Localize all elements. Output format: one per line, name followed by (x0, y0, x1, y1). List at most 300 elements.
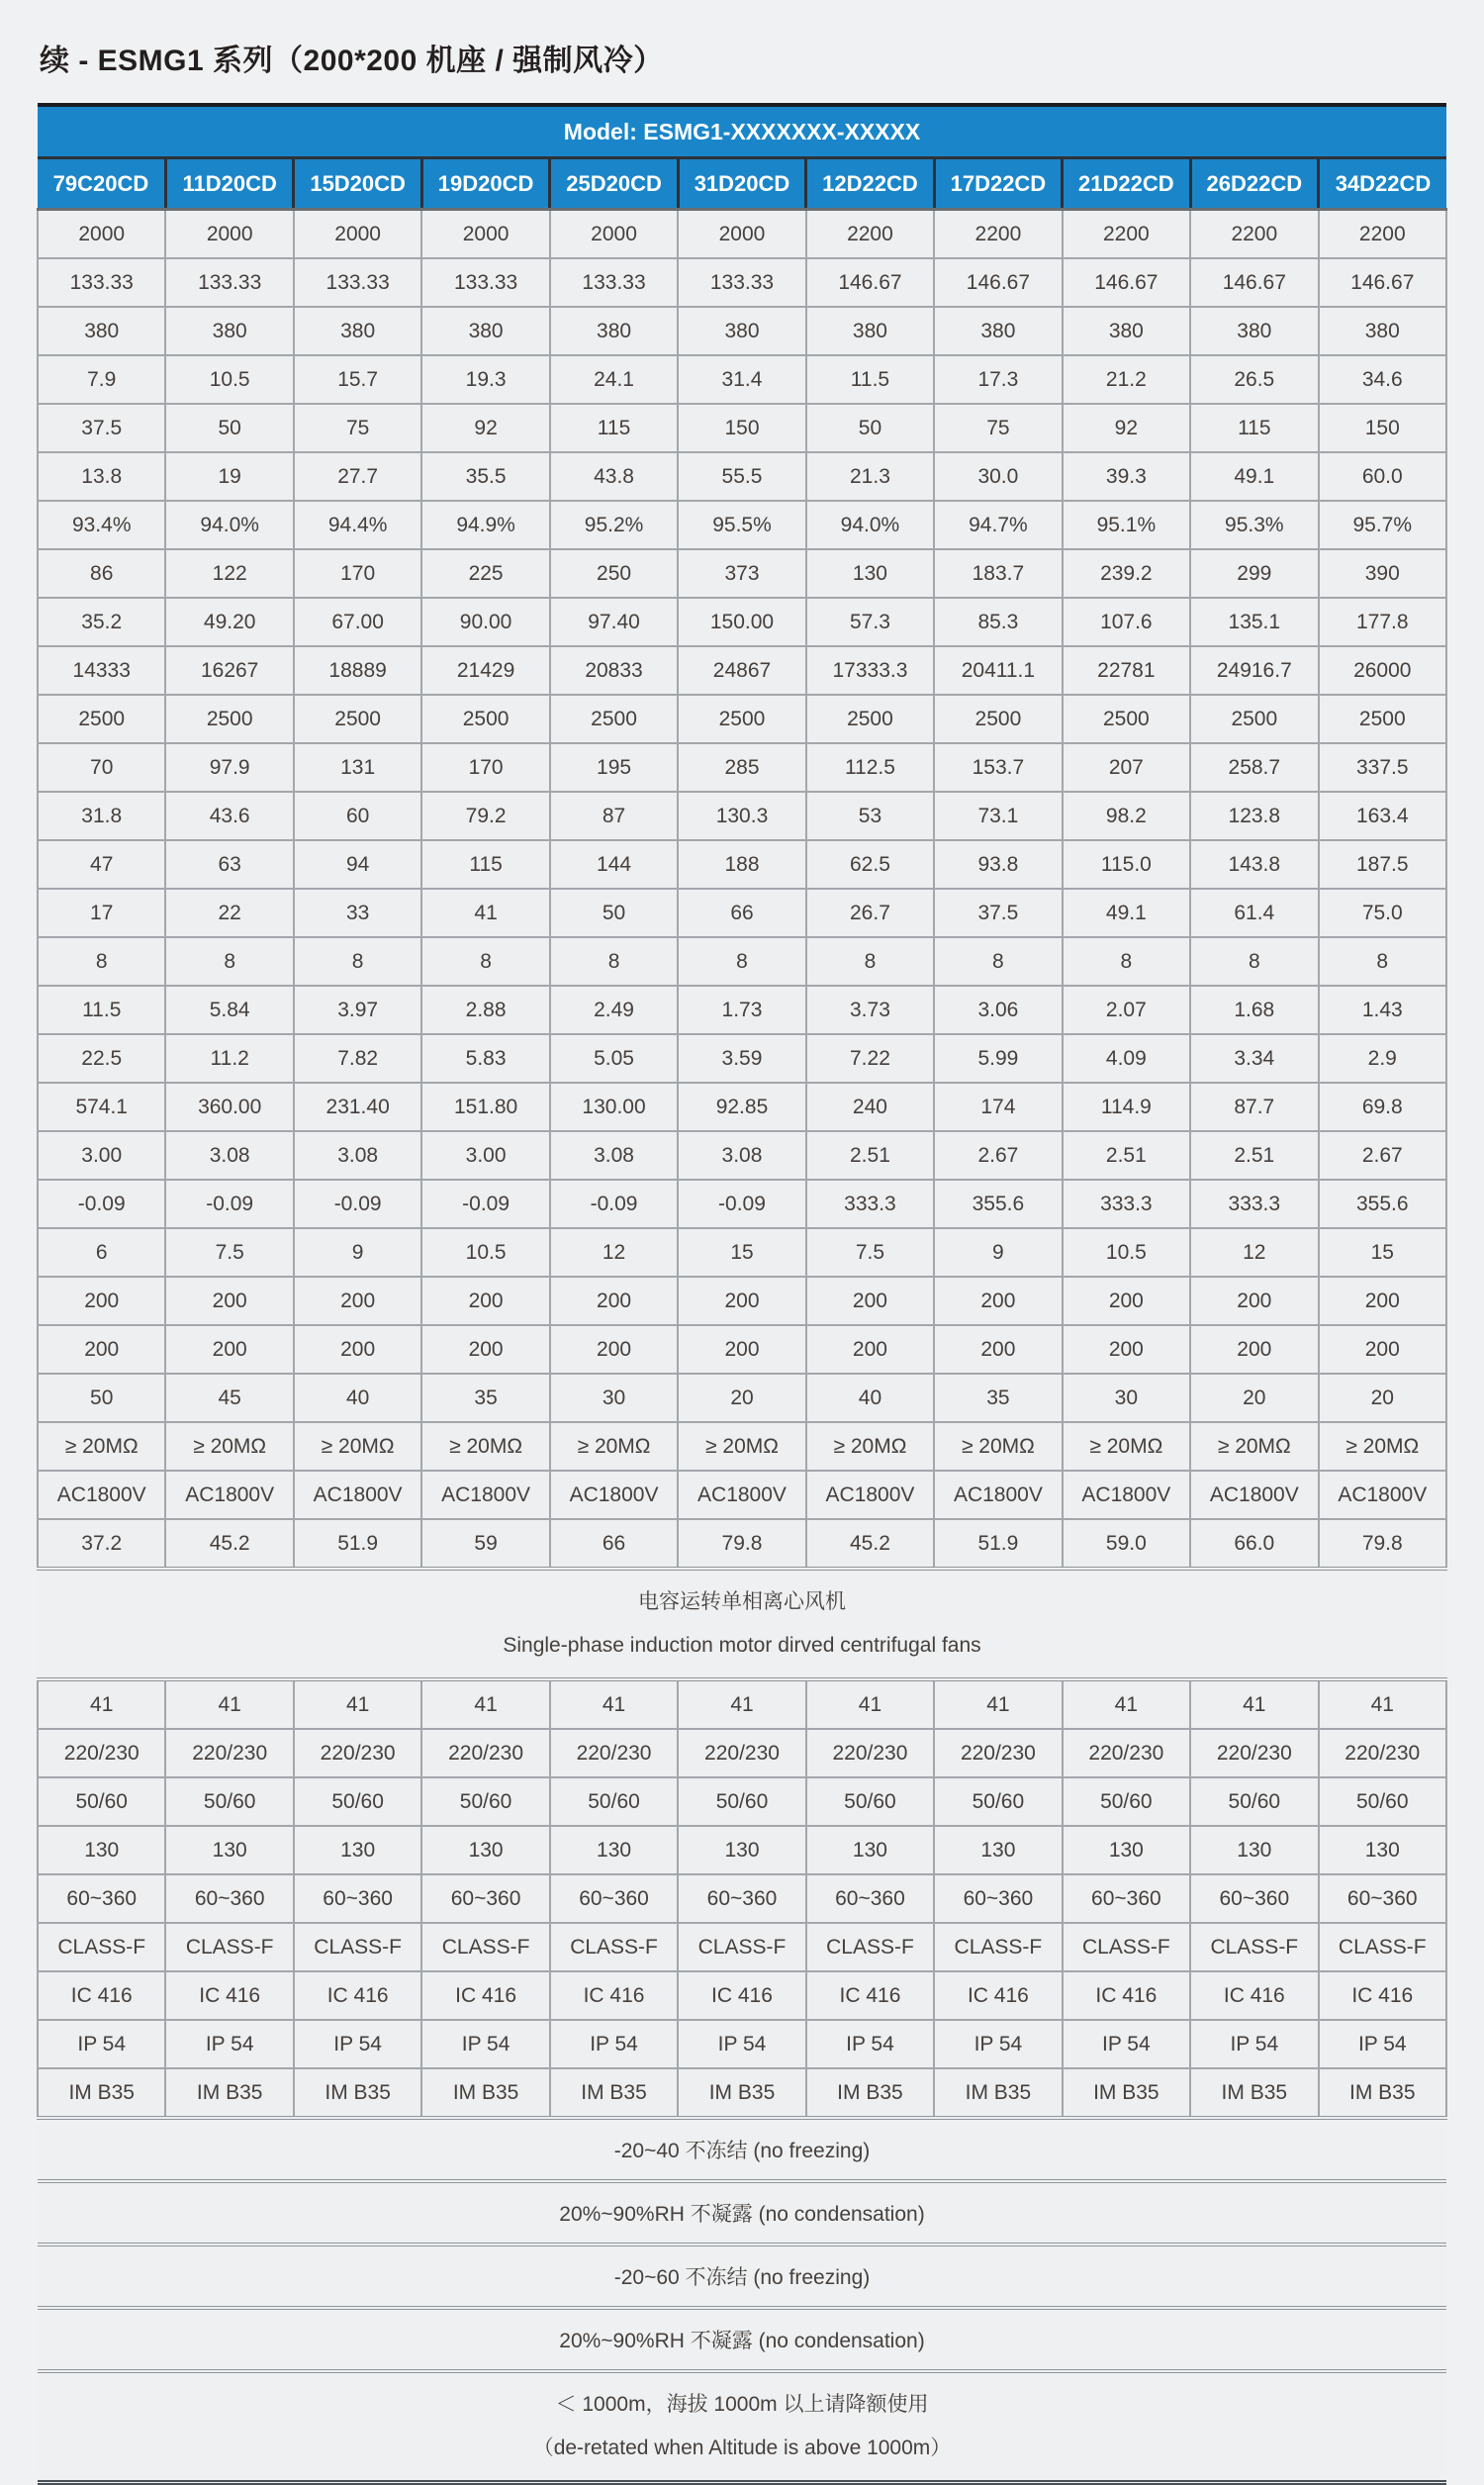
table-cell: 50 (550, 889, 678, 937)
table-cell: 11.5 (806, 355, 934, 404)
condition-note-row (38, 2118, 1446, 2181)
table-cell: 2500 (934, 695, 1062, 743)
table-row (38, 258, 1446, 307)
table-cell: 200 (678, 1277, 805, 1325)
table-cell: 133.33 (294, 258, 421, 307)
table-cell: 43.6 (165, 792, 293, 840)
table-cell: ≥ 20MΩ (1319, 1422, 1446, 1471)
table-cell: 200 (294, 1325, 421, 1374)
table-row (38, 307, 1446, 355)
table-cell: 151.80 (421, 1083, 549, 1131)
table-cell: 163.4 (1319, 792, 1446, 840)
table-cell: 19 (165, 452, 293, 501)
column-header: 15D20CD (294, 158, 421, 210)
table-cell: 7.5 (165, 1228, 293, 1277)
table-row (38, 598, 1446, 646)
table-cell: 20 (1319, 1374, 1446, 1422)
table-cell: 143.8 (1190, 840, 1318, 889)
table-cell: 5.99 (934, 1034, 1062, 1083)
table-cell: 79.8 (678, 1519, 805, 1569)
condition-note-row (38, 2245, 1446, 2308)
condition-note-line: 20%~90%RH 不凝露 (no condensation) (559, 2330, 925, 2352)
table-row (38, 743, 1446, 792)
table-cell: IM B35 (38, 2068, 165, 2118)
column-header: 34D22CD (1319, 158, 1446, 210)
table-cell: 380 (550, 307, 678, 355)
table-cell: 355.6 (934, 1180, 1062, 1228)
table-cell: 380 (1063, 307, 1190, 355)
table-cell: IM B35 (1319, 2068, 1446, 2118)
page-title: 续 - ESMG1 系列（200*200 机座 / 强制风冷） (40, 45, 664, 77)
altitude-note-line: （de-retated when Altitude is above 1000m） (532, 2437, 952, 2459)
table-cell: 60 (294, 792, 421, 840)
table-cell: 333.3 (1190, 1180, 1318, 1228)
table-cell: 107.6 (1063, 598, 1190, 646)
table-cell: 50/60 (1319, 1777, 1446, 1826)
table-cell: 90.00 (421, 598, 549, 646)
table-cell: CLASS-F (165, 1923, 293, 1971)
table-cell: 93.8 (934, 840, 1062, 889)
table-cell: IP 54 (934, 2020, 1062, 2068)
table-cell: 11.2 (165, 1034, 293, 1083)
table-cell: IM B35 (165, 2068, 293, 2118)
table-row (38, 1923, 1446, 1971)
table-row (38, 646, 1446, 695)
table-cell: 133.33 (678, 258, 805, 307)
table-cell: 41 (421, 889, 549, 937)
table-cell: -0.09 (38, 1180, 165, 1228)
table-cell: 12 (1190, 1228, 1318, 1277)
table-cell: 220/230 (1319, 1729, 1446, 1777)
table-cell: 250 (550, 549, 678, 598)
table-cell: 11.5 (38, 986, 165, 1034)
table-cell: 8 (1063, 937, 1190, 986)
table-cell: 79.2 (421, 792, 549, 840)
table-cell: 31.4 (678, 355, 805, 404)
table-cell: 18889 (294, 646, 421, 695)
table-row (38, 986, 1446, 1034)
table-cell: 133.33 (38, 258, 165, 307)
table-cell: 220/230 (38, 1729, 165, 1777)
table-cell: 21.2 (1063, 355, 1190, 404)
condition-note (38, 2245, 1446, 2308)
table-cell: 17333.3 (806, 646, 934, 695)
table-row (38, 1325, 1446, 1374)
table-cell: 130 (1063, 1826, 1190, 1874)
table-cell: 2000 (38, 210, 165, 259)
table-cell: 50/60 (678, 1777, 805, 1826)
table-cell: AC1800V (1319, 1471, 1446, 1519)
table-cell: 135.1 (1190, 598, 1318, 646)
table-cell: 51.9 (294, 1519, 421, 1569)
table-cell: 195 (550, 743, 678, 792)
table-cell: 20 (678, 1374, 805, 1422)
table-cell: 92.85 (678, 1083, 805, 1131)
table-cell: 17.3 (934, 355, 1062, 404)
column-header: 79C20CD (38, 158, 165, 210)
table-row (38, 937, 1446, 986)
table-cell: 22.5 (38, 1034, 165, 1083)
table-cell: 50/60 (294, 1777, 421, 1826)
column-header: 26D22CD (1190, 158, 1318, 210)
table-cell: 50 (806, 404, 934, 452)
table-cell: 220/230 (934, 1729, 1062, 1777)
table-cell: 8 (934, 937, 1062, 986)
table-cell: 60~360 (421, 1874, 549, 1923)
condition-note (38, 2308, 1446, 2371)
table-cell: 200 (38, 1277, 165, 1325)
table-cell: 37.5 (38, 404, 165, 452)
table-cell: 60~360 (806, 1874, 934, 1923)
table-cell: 10.5 (1063, 1228, 1190, 1277)
table-cell: 299 (1190, 549, 1318, 598)
table-cell: 220/230 (421, 1729, 549, 1777)
table-row (38, 1180, 1446, 1228)
table-cell: 60~360 (294, 1874, 421, 1923)
table-cell: 200 (806, 1277, 934, 1325)
table-cell: 92 (421, 404, 549, 452)
table-row (38, 1729, 1446, 1777)
table-cell: 130 (1190, 1826, 1318, 1874)
table-cell: 239.2 (1063, 549, 1190, 598)
table-cell: 94.0% (165, 501, 293, 549)
table-cell: 3.00 (38, 1131, 165, 1180)
table-cell: 50/60 (934, 1777, 1062, 1826)
table-cell: IP 54 (1319, 2020, 1446, 2068)
table-cell: 3.34 (1190, 1034, 1318, 1083)
table-cell: IP 54 (294, 2020, 421, 2068)
table-cell: 49.20 (165, 598, 293, 646)
table-cell: 60~360 (934, 1874, 1062, 1923)
table-cell: 7.9 (38, 355, 165, 404)
table-cell: 133.33 (165, 258, 293, 307)
table-row (38, 1519, 1446, 1569)
table-cell: IC 416 (550, 1971, 678, 2020)
fan-note (38, 1569, 1446, 1679)
table-cell: 130 (678, 1826, 805, 1874)
table-cell: 7.5 (806, 1228, 934, 1277)
table-cell: -0.09 (421, 1180, 549, 1228)
table-cell: 60~360 (1319, 1874, 1446, 1923)
table-cell: 50/60 (550, 1777, 678, 1826)
table-cell: 130 (934, 1826, 1062, 1874)
table-cell: 41 (550, 1679, 678, 1729)
table-cell: CLASS-F (934, 1923, 1062, 1971)
table-cell: 41 (1319, 1679, 1446, 1729)
table-cell: 20411.1 (934, 646, 1062, 695)
table-cell: 220/230 (165, 1729, 293, 1777)
table-cell: 4.09 (1063, 1034, 1190, 1083)
table-cell: ≥ 20MΩ (550, 1422, 678, 1471)
table-cell: 33 (294, 889, 421, 937)
table-cell: 19.3 (421, 355, 549, 404)
table-cell: 21429 (421, 646, 549, 695)
table-row (38, 404, 1446, 452)
table-cell: 380 (806, 307, 934, 355)
table-cell: 200 (678, 1325, 805, 1374)
table-cell: ≥ 20MΩ (678, 1422, 805, 1471)
table-row (38, 1374, 1446, 1422)
table-cell: 1.43 (1319, 986, 1446, 1034)
table-cell: 50/60 (38, 1777, 165, 1826)
table-cell: 200 (1319, 1277, 1446, 1325)
table-cell: 2500 (1319, 695, 1446, 743)
table-cell: 170 (421, 743, 549, 792)
table-cell: 231.40 (294, 1083, 421, 1131)
table-cell: 87 (550, 792, 678, 840)
table-cell: 373 (678, 549, 805, 598)
table-cell: 380 (1319, 307, 1446, 355)
table-cell: AC1800V (1063, 1471, 1190, 1519)
table-cell: ≥ 20MΩ (1063, 1422, 1190, 1471)
table-cell: 26.7 (806, 889, 934, 937)
table-cell: 130 (38, 1826, 165, 1874)
table-cell: 92 (1063, 404, 1190, 452)
table-row (38, 549, 1446, 598)
table-cell: 174 (934, 1083, 1062, 1131)
table-cell: 390 (1319, 549, 1446, 598)
table-cell: 45 (165, 1374, 293, 1422)
fan-note-line: 电容运转单相离心风机 (638, 1590, 846, 1613)
table-row (38, 1679, 1446, 1729)
table-row (38, 889, 1446, 937)
table-cell: 122 (165, 549, 293, 598)
table-cell: 2.51 (806, 1131, 934, 1180)
table-cell: 200 (421, 1325, 549, 1374)
table-cell: 220/230 (678, 1729, 805, 1777)
table-cell: 2500 (678, 695, 805, 743)
condition-note (38, 2118, 1446, 2181)
table-cell: 70 (38, 743, 165, 792)
table-cell: 200 (934, 1277, 1062, 1325)
table-cell: 133.33 (421, 258, 549, 307)
table-cell: -0.09 (294, 1180, 421, 1228)
table-cell: 26.5 (1190, 355, 1318, 404)
model-row (38, 105, 1446, 158)
table-cell: -0.09 (165, 1180, 293, 1228)
table-cell: 69.8 (1319, 1083, 1446, 1131)
column-header: 25D20CD (550, 158, 678, 210)
table-cell: AC1800V (934, 1471, 1062, 1519)
table-cell: 47 (38, 840, 165, 889)
table-cell: 8 (294, 937, 421, 986)
table-cell: 14333 (38, 646, 165, 695)
table-cell: 15.7 (294, 355, 421, 404)
table-cell: 146.67 (1319, 258, 1446, 307)
table-cell: CLASS-F (421, 1923, 549, 1971)
table-cell: 50/60 (806, 1777, 934, 1826)
table-cell: 41 (934, 1679, 1062, 1729)
table-row (38, 695, 1446, 743)
table-cell: IC 416 (1063, 1971, 1190, 2020)
table-cell: 2500 (38, 695, 165, 743)
table-cell: 200 (38, 1325, 165, 1374)
table-cell: 24.1 (550, 355, 678, 404)
table-row (38, 1471, 1446, 1519)
table-cell: 24867 (678, 646, 805, 695)
table-cell: 35 (421, 1374, 549, 1422)
table-cell: 2.67 (1319, 1131, 1446, 1180)
table-cell: 66 (550, 1519, 678, 1569)
table-cell: 146.67 (1190, 258, 1318, 307)
table-cell: 67.00 (294, 598, 421, 646)
table-cell: CLASS-F (550, 1923, 678, 1971)
table-cell: 1.73 (678, 986, 805, 1034)
table-cell: ≥ 20MΩ (165, 1422, 293, 1471)
table-cell: IC 416 (678, 1971, 805, 2020)
column-header: 21D22CD (1063, 158, 1190, 210)
table-cell: 200 (1319, 1325, 1446, 1374)
table-cell: 2200 (1063, 210, 1190, 259)
table-cell: 59 (421, 1519, 549, 1569)
table-cell: CLASS-F (806, 1923, 934, 1971)
table-row (38, 1971, 1446, 2020)
table-cell: 2200 (1190, 210, 1318, 259)
table-cell: -0.09 (678, 1180, 805, 1228)
table-cell: 200 (1190, 1277, 1318, 1325)
table-cell: 2.07 (1063, 986, 1190, 1034)
table-cell: 183.7 (934, 549, 1062, 598)
column-header: 12D22CD (806, 158, 934, 210)
table-cell: 258.7 (1190, 743, 1318, 792)
table-cell: 2.51 (1190, 1131, 1318, 1180)
column-header: 17D22CD (934, 158, 1062, 210)
table-cell: 66 (678, 889, 805, 937)
table-cell: 87.7 (1190, 1083, 1318, 1131)
table-cell: 115 (1190, 404, 1318, 452)
table-row (38, 1277, 1446, 1325)
table-cell: 3.08 (678, 1131, 805, 1180)
column-header: 11D20CD (165, 158, 293, 210)
table-cell: 2200 (934, 210, 1062, 259)
table-cell: 2.88 (421, 986, 549, 1034)
table-cell: 146.67 (934, 258, 1062, 307)
table-cell: 20833 (550, 646, 678, 695)
spec-table-head (38, 105, 1446, 210)
table-cell: 39.3 (1063, 452, 1190, 501)
table-cell: 60~360 (1190, 1874, 1318, 1923)
table-cell: 2.51 (1063, 1131, 1190, 1180)
table-row (38, 1131, 1446, 1180)
table-cell: 50 (165, 404, 293, 452)
table-cell: 333.3 (806, 1180, 934, 1228)
table-cell: 2500 (1190, 695, 1318, 743)
table-cell: IP 54 (165, 2020, 293, 2068)
table-cell: 41 (1063, 1679, 1190, 1729)
table-cell: 220/230 (806, 1729, 934, 1777)
table-cell: 130 (421, 1826, 549, 1874)
table-cell: 22781 (1063, 646, 1190, 695)
table-cell: IC 416 (1190, 1971, 1318, 2020)
table-cell: 150 (678, 404, 805, 452)
table-cell: 60~360 (550, 1874, 678, 1923)
table-cell: 94.9% (421, 501, 549, 549)
table-cell: 130 (294, 1826, 421, 1874)
condition-note-row (38, 2181, 1446, 2245)
table-cell: 10.5 (421, 1228, 549, 1277)
table-cell: 40 (294, 1374, 421, 1422)
table-cell: 225 (421, 549, 549, 598)
table-cell: AC1800V (38, 1471, 165, 1519)
table-cell: 112.5 (806, 743, 934, 792)
table-cell: AC1800V (294, 1471, 421, 1519)
table-cell: IC 416 (934, 1971, 1062, 2020)
table-cell: 144 (550, 840, 678, 889)
table-cell: 61.4 (1190, 889, 1318, 937)
table-cell: 200 (165, 1277, 293, 1325)
table-cell: 380 (165, 307, 293, 355)
table-cell: 85.3 (934, 598, 1062, 646)
table-cell: ≥ 20MΩ (421, 1422, 549, 1471)
table-cell: 2.49 (550, 986, 678, 1034)
table-cell: 380 (294, 307, 421, 355)
table-cell: AC1800V (421, 1471, 549, 1519)
table-cell: 200 (550, 1325, 678, 1374)
table-cell: 3.59 (678, 1034, 805, 1083)
table-cell: 41 (421, 1679, 549, 1729)
table-cell: 2200 (1319, 210, 1446, 259)
table-cell: 60~360 (38, 1874, 165, 1923)
table-cell: 21.3 (806, 452, 934, 501)
table-cell: 60~360 (678, 1874, 805, 1923)
table-cell: CLASS-F (294, 1923, 421, 1971)
table-cell: 8 (806, 937, 934, 986)
table-cell: 75 (294, 404, 421, 452)
table-cell: IP 54 (421, 2020, 549, 2068)
table-cell: IC 416 (38, 1971, 165, 2020)
table-cell: 133.33 (550, 258, 678, 307)
table-cell: 24916.7 (1190, 646, 1318, 695)
table-cell: 41 (1190, 1679, 1318, 1729)
table-cell: AC1800V (1190, 1471, 1318, 1519)
table-cell: 3.06 (934, 986, 1062, 1034)
table-row (38, 501, 1446, 549)
table-cell: 13.8 (38, 452, 165, 501)
table-cell: 95.5% (678, 501, 805, 549)
table-cell: 16267 (165, 646, 293, 695)
table-cell: 3.08 (294, 1131, 421, 1180)
table-cell: 130 (550, 1826, 678, 1874)
table-cell: 66.0 (1190, 1519, 1318, 1569)
table-cell: 26000 (1319, 646, 1446, 695)
table-cell: 150.00 (678, 598, 805, 646)
table-cell: 98.2 (1063, 792, 1190, 840)
table-cell: 86 (38, 549, 165, 598)
table-cell: 94.7% (934, 501, 1062, 549)
table-cell: 75 (934, 404, 1062, 452)
table-cell: 2.9 (1319, 1034, 1446, 1083)
table-cell: 2000 (294, 210, 421, 259)
table-cell: AC1800V (678, 1471, 805, 1519)
table-cell: 95.1% (1063, 501, 1190, 549)
table-cell: 12 (550, 1228, 678, 1277)
table-cell: 360.00 (165, 1083, 293, 1131)
table-cell: 200 (550, 1277, 678, 1325)
table-cell: ≥ 20MΩ (806, 1422, 934, 1471)
table-cell: 35 (934, 1374, 1062, 1422)
table-cell: AC1800V (806, 1471, 934, 1519)
table-cell: 2500 (1063, 695, 1190, 743)
table-cell: 41 (165, 1679, 293, 1729)
table-cell: -0.09 (550, 1180, 678, 1228)
table-cell: 2000 (678, 210, 805, 259)
table-cell: IP 54 (38, 2020, 165, 2068)
table-cell: 207 (1063, 743, 1190, 792)
condition-note-line: 20%~90%RH 不凝露 (no condensation) (559, 2203, 925, 2226)
table-cell: 41 (678, 1679, 805, 1729)
table-row (38, 792, 1446, 840)
table-row (38, 840, 1446, 889)
